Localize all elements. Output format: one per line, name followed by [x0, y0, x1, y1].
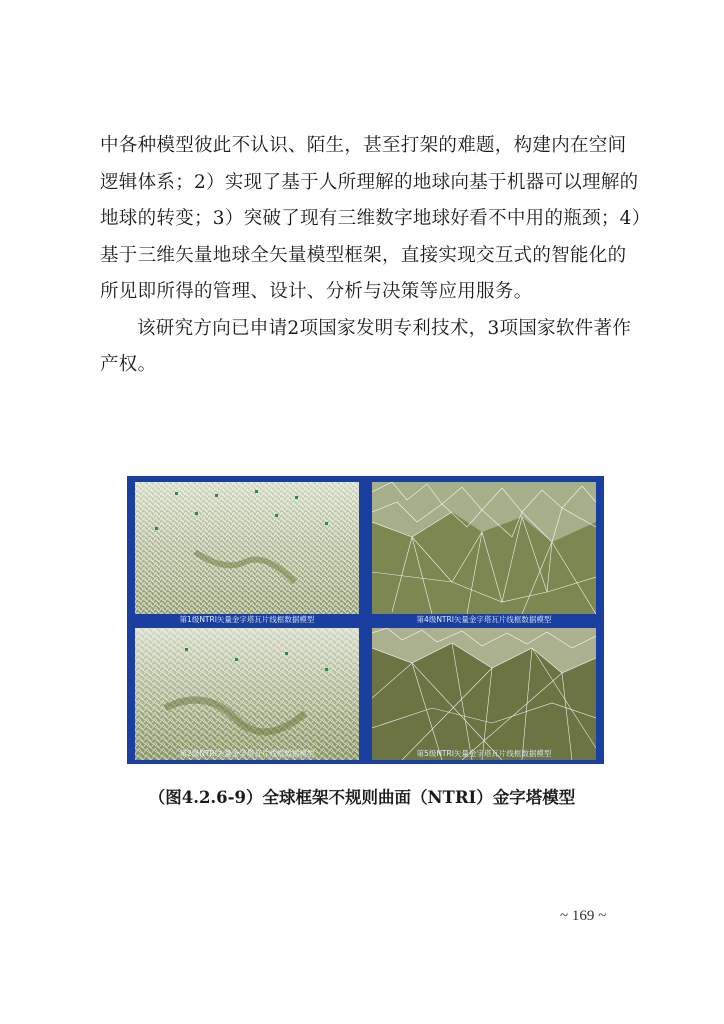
paragraph-line: 逻辑体系；2）实现了基于人所理解的地球向基于机器可以理解的	[100, 171, 639, 193]
panel-caption: 第4级NTRI矢量金字塔瓦片线框数据模型	[416, 615, 552, 624]
page-number: ~ 169 ~	[560, 908, 607, 924]
dense-wireframe-terrain	[135, 482, 359, 614]
ntri-pyramid-figure	[127, 476, 604, 764]
level-5-wireframe-image	[372, 628, 596, 760]
level-4-wireframe-image	[372, 482, 596, 614]
paragraph-line: 地球的转变；3）突破了现有三维数字地球好看不中用的瓶颈；4）	[100, 208, 651, 229]
coarse-wireframe-terrain	[372, 628, 596, 760]
medium-wireframe-terrain	[372, 482, 596, 614]
dense-wireframe-terrain	[135, 628, 359, 760]
level-1-wireframe-image	[135, 482, 359, 614]
level-2-wireframe-image	[135, 628, 359, 760]
paragraph-line: 该研究方向已申请2项国家发明专利技术，3项国家软件著作	[137, 317, 632, 339]
body-text	[100, 128, 651, 384]
paragraph-line: 所见即所得的管理、设计、分析与决策等应用服务。	[100, 281, 533, 302]
paragraph-line: 中各种模型彼此不认识、陌生，甚至打架的难题，构建内在空间	[100, 135, 627, 156]
panel-caption: 第1级NTRI矢量金字塔瓦片线框数据模型	[179, 615, 315, 624]
paragraph-line: 基于三维矢量地球全矢量模型框架，直接实现交互式的智能化的	[100, 244, 627, 266]
panel-caption: 第5级NTRI矢量金字塔瓦片线框数据模型	[416, 749, 552, 758]
figure-caption: （图4.2.6-9）全球框架不规则曲面（NTRI）金字塔模型	[148, 788, 576, 807]
panel-caption: 第2级NTRI矢量金字塔瓦片线框数据模型	[179, 749, 315, 758]
paragraph-line: 产权。	[100, 354, 157, 375]
